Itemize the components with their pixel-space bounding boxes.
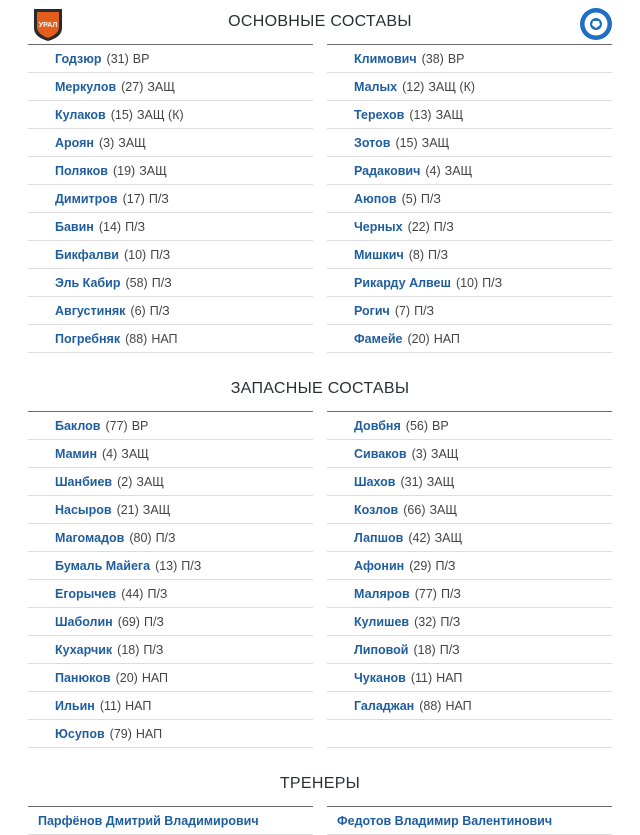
player-number: (88): [419, 698, 442, 713]
player-position: П/З: [150, 247, 171, 262]
player-number: (58): [125, 275, 148, 290]
player-name-link[interactable]: Довбня: [354, 418, 401, 433]
player-position: ВР: [447, 51, 465, 66]
player-number: (66): [403, 502, 426, 517]
list-item: [327, 468, 612, 496]
player-position: П/З: [482, 275, 503, 290]
player-number: (3): [98, 135, 115, 150]
away-subs-list: [327, 411, 612, 748]
player-number: (21): [116, 502, 139, 517]
home-coach-name[interactable]: Парфёнов Дмитрий Владимирович: [38, 813, 259, 828]
player-name-link[interactable]: Липовой: [354, 642, 409, 657]
player-position: П/З: [143, 614, 164, 629]
list-item: [327, 664, 612, 692]
player-name-link[interactable]: Кухарчик: [55, 642, 113, 657]
list-item: [327, 807, 612, 835]
player-name-link[interactable]: Аюпов: [354, 191, 397, 206]
player-name-link[interactable]: Терехов: [354, 107, 405, 122]
player-name-link[interactable]: Козлов: [354, 502, 399, 517]
player-name-link[interactable]: Бикфалви: [55, 247, 119, 262]
player-number: (32): [414, 614, 437, 629]
player-position: ЗАЩ: [444, 163, 473, 178]
player-name-link[interactable]: Магомадов: [55, 530, 125, 545]
player-name-link[interactable]: Шанбиев: [55, 474, 113, 489]
list-item: [327, 496, 612, 524]
list-item: [327, 45, 612, 73]
list-item: [28, 664, 313, 692]
player-position: ЗАЩ: [434, 530, 463, 545]
player-name-link[interactable]: Юсупов: [55, 726, 105, 741]
list-item: [28, 496, 313, 524]
player-number: (18): [413, 642, 436, 657]
list-item: [28, 440, 313, 468]
list-item: [28, 692, 313, 720]
list-item: [28, 45, 313, 73]
player-number: (77): [414, 586, 437, 601]
list-item: [327, 73, 612, 101]
player-position: НАП: [151, 331, 178, 346]
player-number: (17): [122, 191, 145, 206]
player-name-link[interactable]: Шаболин: [55, 614, 113, 629]
player-position: П/З: [439, 642, 460, 657]
player-number: (6): [130, 303, 146, 318]
subs-lineups: [0, 411, 640, 748]
player-name-link[interactable]: Радакович: [354, 163, 421, 178]
list-item: [28, 157, 313, 185]
player-position: П/З: [420, 191, 441, 206]
player-position: П/З: [151, 275, 172, 290]
player-number: (15): [395, 135, 418, 150]
player-position: П/З: [125, 219, 146, 234]
player-number: (79): [109, 726, 132, 741]
player-number: (12): [402, 79, 425, 94]
away-main-list: [327, 44, 612, 353]
player-position: ЗАЩ: [147, 79, 175, 94]
list-item: [327, 185, 612, 213]
player-number: (4): [425, 163, 441, 178]
list-item: [28, 524, 313, 552]
list-item: [28, 636, 313, 664]
list-item: [28, 580, 313, 608]
player-position: ВР: [432, 418, 449, 433]
player-name-link[interactable]: Рогич: [354, 303, 390, 318]
player-number: (8): [408, 247, 424, 262]
player-name-link[interactable]: Бумаль Майега: [55, 558, 151, 573]
player-name-link[interactable]: Бавин: [55, 219, 94, 234]
player-number: (10): [455, 275, 479, 290]
player-number: (42): [408, 530, 431, 545]
player-number: (31): [106, 51, 129, 66]
player-number: (77): [105, 418, 128, 433]
player-name-link[interactable]: Погребняк: [55, 331, 121, 346]
player-name-link[interactable]: Малых: [354, 79, 398, 94]
player-name-link[interactable]: Зотов: [354, 135, 391, 150]
player-name-link[interactable]: Мишкич: [354, 247, 404, 262]
player-number: (22): [407, 219, 430, 234]
player-number: (11): [410, 670, 433, 685]
list-item: [327, 325, 612, 353]
player-position: ЗАЩ: [118, 135, 146, 150]
player-position: НАП: [135, 726, 163, 741]
player-name-link[interactable]: Баклов: [55, 418, 101, 433]
player-name-link[interactable]: Меркулов: [55, 79, 117, 94]
player-position: НАП: [436, 670, 463, 685]
player-number: (29): [409, 558, 432, 573]
player-number: (4): [102, 446, 118, 461]
player-number: (38): [421, 51, 444, 66]
list-item: [327, 129, 612, 157]
list-item: [28, 807, 313, 835]
player-number: (20): [407, 331, 430, 346]
list-item: [28, 73, 313, 101]
player-position: НАП: [125, 698, 152, 713]
ural-logo-icon[interactable]: [30, 6, 66, 42]
list-item: [327, 412, 612, 440]
player-position: ЗАЩ (К): [136, 107, 184, 122]
player-number: (88): [125, 331, 148, 346]
player-number: (69): [117, 614, 140, 629]
player-name-link[interactable]: Егорычев: [55, 586, 117, 601]
player-number: (3): [411, 446, 427, 461]
list-item: [327, 692, 612, 720]
player-number: (5): [401, 191, 417, 206]
player-name-link[interactable]: Рикарду Алвеш: [354, 275, 451, 290]
player-position: П/З: [155, 530, 176, 545]
player-position: ЗАЩ: [121, 446, 149, 461]
player-name-link[interactable]: Чуканов: [354, 670, 406, 685]
list-item: [28, 213, 313, 241]
list-item: [28, 101, 313, 129]
coaches-header: [0, 762, 640, 806]
home-main-list: [28, 44, 313, 353]
list-item: [327, 636, 612, 664]
player-name-link[interactable]: Шахов: [354, 474, 396, 489]
player-number: (19): [112, 163, 136, 178]
player-position: ЗАЩ (К): [428, 79, 476, 94]
player-position: НАП: [445, 698, 472, 713]
subs-title: ЗАПАСНЫЕ СОСТАВЫ: [230, 380, 410, 397]
player-number: (56): [405, 418, 429, 433]
home-coach-cell: [28, 806, 313, 835]
coaches-section: [0, 806, 640, 835]
player-position: П/З: [147, 586, 168, 601]
player-position: П/З: [149, 303, 170, 318]
player-number: (13): [409, 107, 432, 122]
player-number: (11): [99, 698, 122, 713]
list-item: [28, 552, 313, 580]
list-item: [327, 241, 612, 269]
player-name-link[interactable]: Димитров: [55, 191, 118, 206]
player-position: П/З: [435, 558, 456, 573]
list-item: [327, 608, 612, 636]
list-item: [28, 129, 313, 157]
player-name-link[interactable]: Насыров: [55, 502, 112, 517]
list-item: [28, 412, 313, 440]
player-position: П/З: [433, 219, 454, 234]
player-number: (7): [394, 303, 411, 318]
player-number: (31): [400, 474, 423, 489]
player-position: ЗАЩ: [429, 502, 458, 517]
player-name-link[interactable]: Годзюр: [55, 51, 102, 66]
list-item: [28, 468, 313, 496]
main-lineups-header: [0, 0, 640, 44]
list-item: [28, 325, 313, 353]
player-name-link[interactable]: Мамин: [55, 446, 97, 461]
player-position: П/З: [414, 303, 435, 318]
player-name-link[interactable]: Августиняк: [55, 303, 126, 318]
player-position: НАП: [433, 331, 460, 346]
player-position: ЗАЩ: [430, 446, 459, 461]
list-item: [28, 720, 313, 748]
player-position: ЗАЩ: [139, 163, 167, 178]
player-position: ВР: [132, 51, 150, 66]
player-number: (20): [115, 670, 138, 685]
list-item: [327, 524, 612, 552]
player-number: (14): [98, 219, 122, 234]
list-item: [327, 269, 612, 297]
player-name-link[interactable]: Афонин: [354, 558, 405, 573]
main-lineups-title: ОСНОВНЫЕ СОСТАВЫ: [228, 13, 412, 30]
orenburg-logo-icon[interactable]: [578, 6, 614, 42]
list-item: [28, 608, 313, 636]
player-position: ЗАЩ: [142, 502, 171, 517]
player-name-link[interactable]: Климович: [354, 51, 417, 66]
player-name-link[interactable]: Фамейе: [354, 331, 403, 346]
list-item: [327, 101, 612, 129]
list-item: [28, 297, 313, 325]
player-name-link[interactable]: Поляков: [55, 163, 108, 178]
player-position: П/З: [143, 642, 164, 657]
list-item: [28, 269, 313, 297]
player-number: (15): [110, 107, 133, 122]
list-item: [327, 720, 612, 748]
player-position: ВР: [131, 418, 149, 433]
coaches-title: ТРЕНЕРЫ: [279, 775, 361, 792]
player-name-link[interactable]: Кулаков: [55, 107, 106, 122]
player-name-link[interactable]: Ильин: [55, 698, 95, 713]
player-position: ЗАЩ: [136, 474, 164, 489]
player-name-link[interactable]: Ароян: [55, 135, 94, 150]
player-number: (27): [121, 79, 144, 94]
player-position: П/З: [148, 191, 169, 206]
player-number: (44): [121, 586, 144, 601]
player-name-link[interactable]: Лапшов: [354, 530, 404, 545]
player-name-link[interactable]: Черных: [354, 219, 403, 234]
player-position: ЗАЩ: [426, 474, 455, 489]
list-item: [327, 440, 612, 468]
player-number: (10): [123, 247, 147, 262]
subs-header: [0, 367, 640, 411]
player-position: П/З: [440, 586, 461, 601]
home-subs-list: [28, 411, 313, 748]
ural-logo-text: УРАЛ: [38, 22, 58, 29]
list-item: [327, 552, 612, 580]
player-name-link[interactable]: Панюков: [55, 670, 111, 685]
list-item: [327, 580, 612, 608]
player-number: (18): [117, 642, 140, 657]
player-number: (2): [117, 474, 133, 489]
main-lineups: [0, 44, 640, 353]
list-item: [327, 157, 612, 185]
player-number: (13): [155, 558, 178, 573]
list-item: [28, 185, 313, 213]
player-name-link[interactable]: Сиваков: [354, 446, 407, 461]
player-position: П/З: [428, 247, 449, 262]
player-position: П/З: [440, 614, 461, 629]
player-position: ЗАЩ: [435, 107, 464, 122]
list-item: [327, 213, 612, 241]
list-item: [327, 297, 612, 325]
away-coach-name[interactable]: Федотов Владимир Валентинович: [337, 813, 553, 828]
player-number: (80): [129, 530, 152, 545]
player-position: П/З: [181, 558, 202, 573]
player-name-link[interactable]: Маляров: [354, 586, 410, 601]
player-name-link[interactable]: Эль Кабир: [55, 275, 121, 290]
list-item: [28, 241, 313, 269]
player-name-link[interactable]: Кулишев: [354, 614, 410, 629]
player-name-link[interactable]: Галаджан: [354, 698, 415, 713]
player-position: ЗАЩ: [421, 135, 450, 150]
away-coach-cell: [327, 806, 612, 835]
player-position: НАП: [141, 670, 169, 685]
